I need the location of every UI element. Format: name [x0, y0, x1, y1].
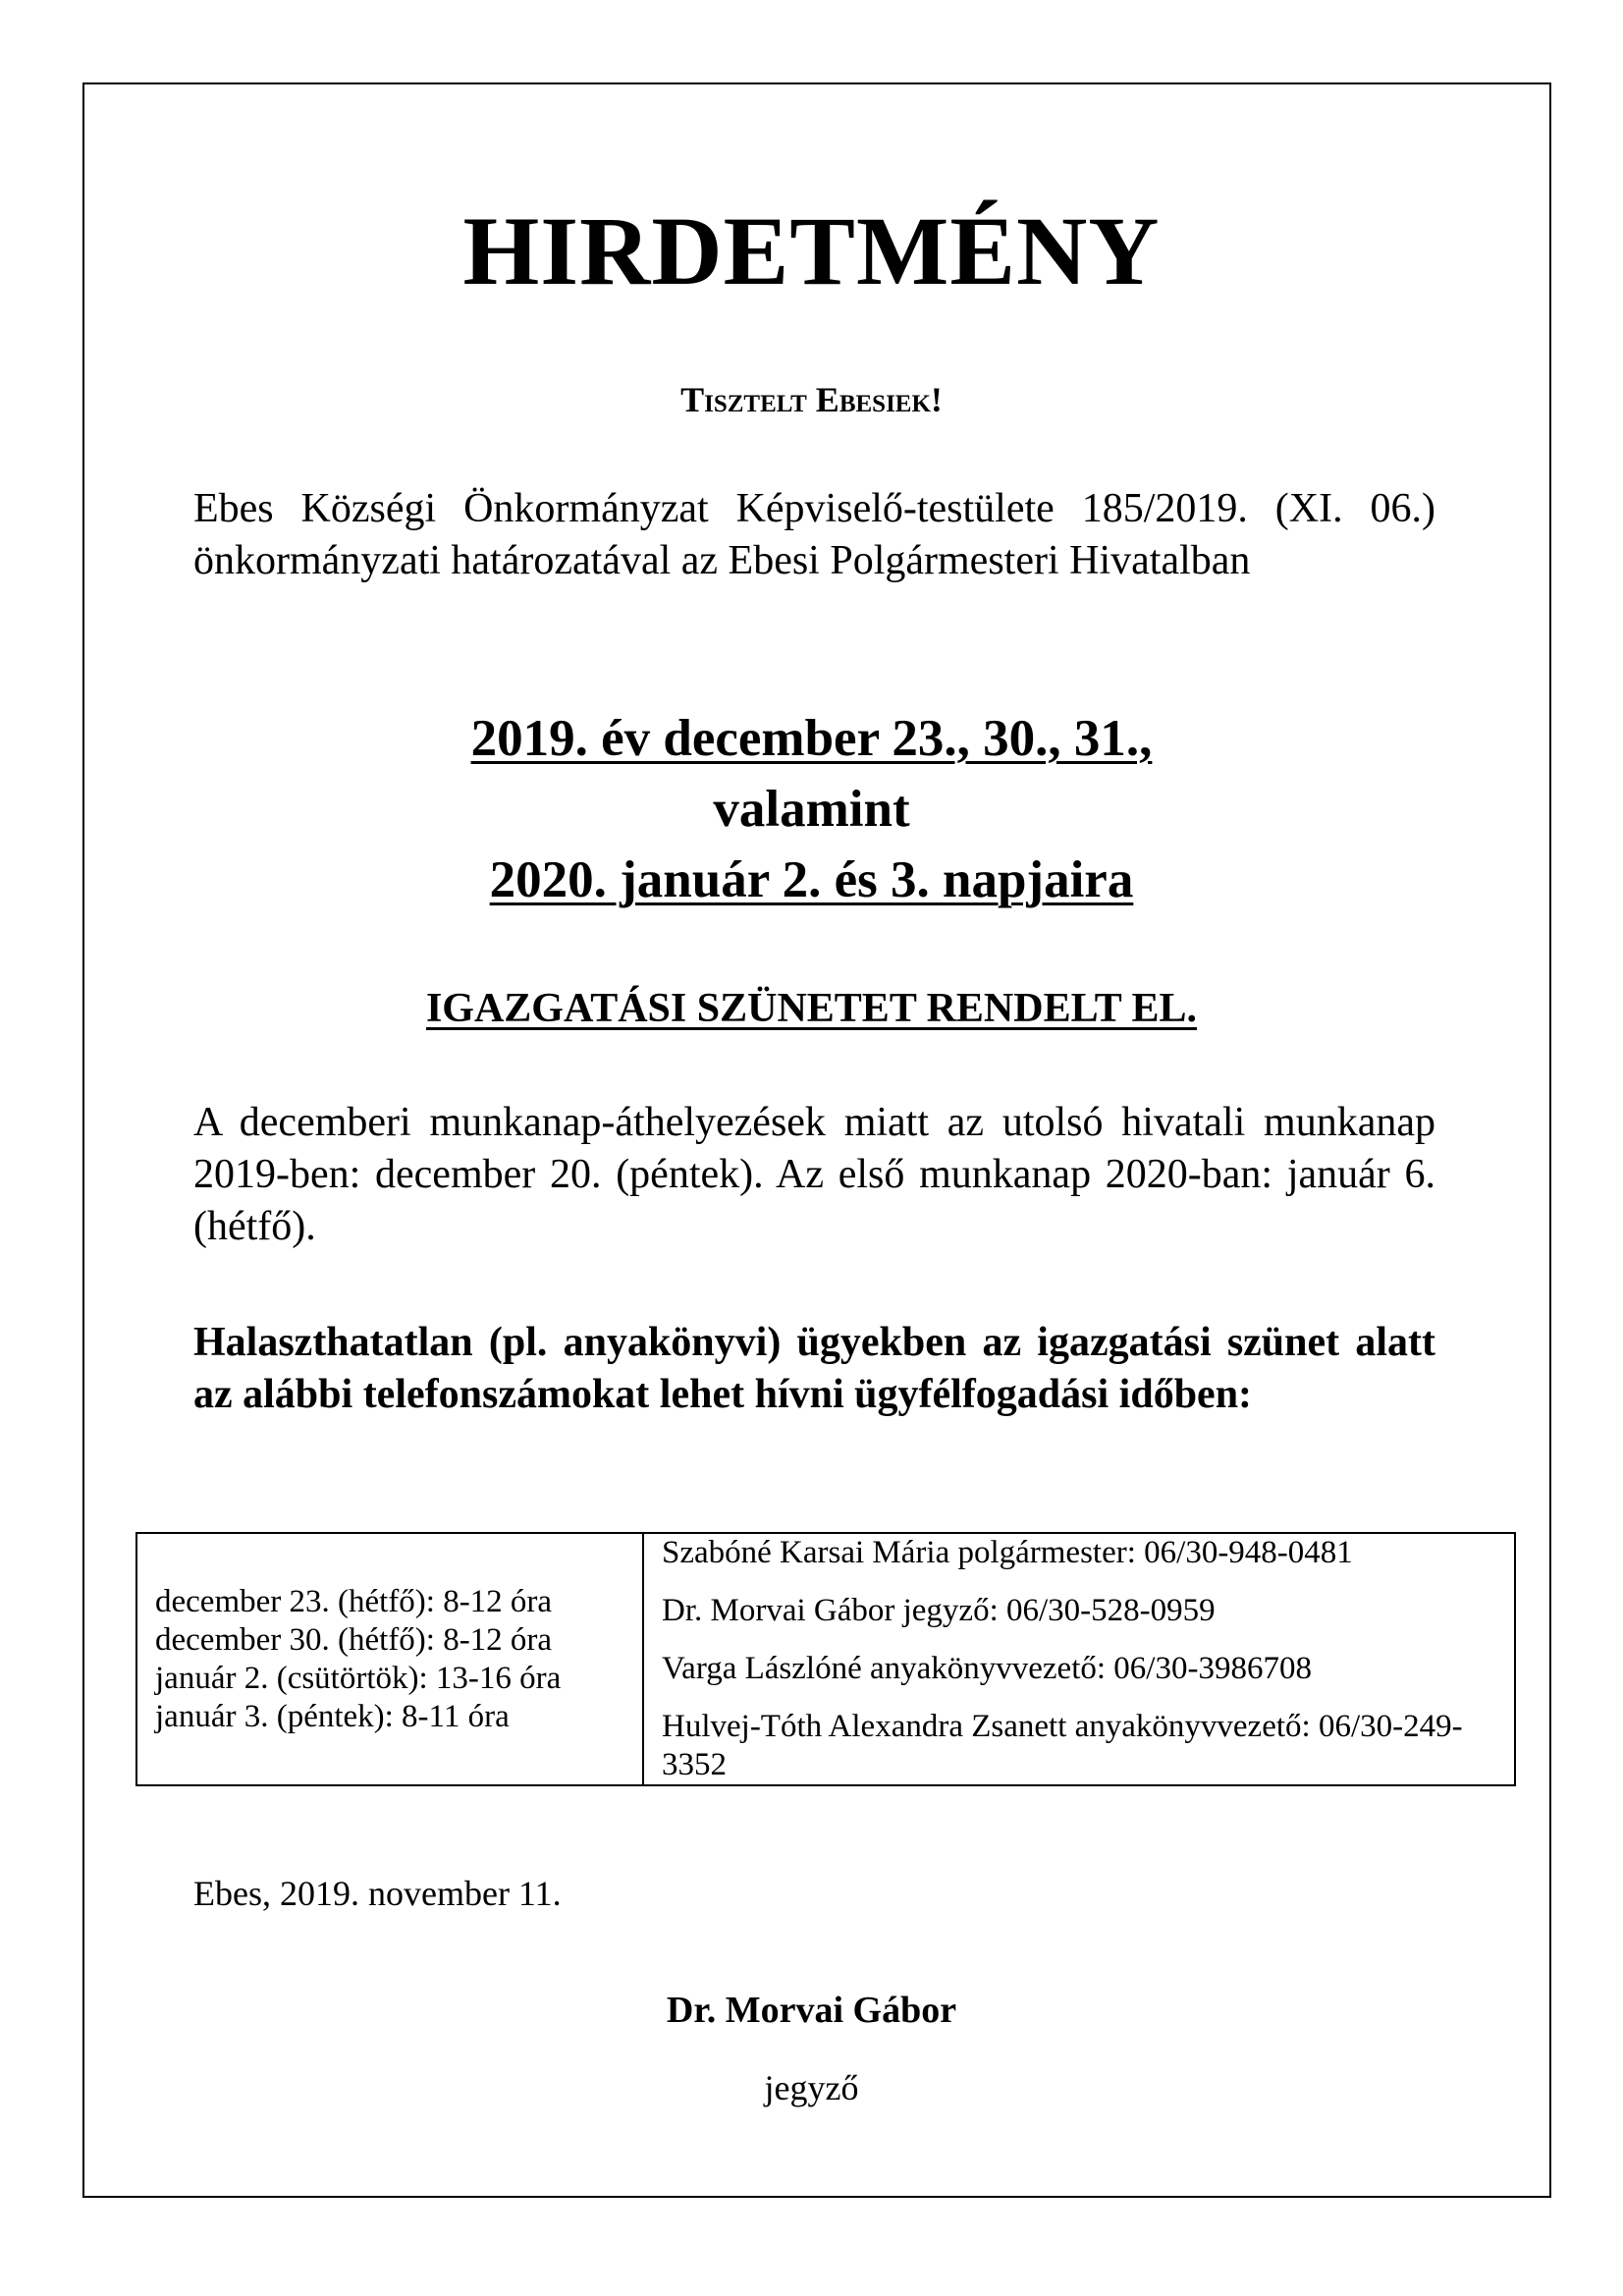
office-hours-item: december 30. (hétfő): 8-12 óra	[155, 1621, 553, 1658]
office-hours-cell	[136, 1533, 643, 1785]
office-hours-item: január 2. (csütörtök): 13-16 óra	[155, 1660, 562, 1696]
intro-paragraph: Ebes Községi Önkormányzat Képviselő-testülete 185/2019. (XI. 06.) önkormányzati határozatával az Ebesi Polgármesteri Hivatalban	[193, 486, 1435, 583]
contact-table	[135, 1532, 1516, 1786]
contact-item: Varga Lászlóné anyakönyvvezető: 06/30-3986708	[662, 1651, 1312, 1686]
closure-dates-2019: 2019. év december 23., 30., 31.,	[470, 710, 1153, 767]
contact-item: Szabóné Karsai Mária polgármester: 06/30-948-0481	[662, 1535, 1353, 1570]
place-date: Ebes, 2019. november 11.	[193, 1874, 562, 1913]
signer-role: jegyző	[764, 2068, 859, 2107]
office-hours-item: január 3. (péntek): 8-11 óra	[155, 1698, 510, 1734]
office-hours-item: december 23. (hétfő): 8-12 óra	[155, 1583, 553, 1619]
contact-item: Hulvej-Tóth Alexandra Zsanett anyakönyvvezető: 06/30-249-3352	[662, 1709, 1463, 1782]
contact-table-row	[136, 1533, 1515, 1785]
closure-dates-connector: valamint	[713, 781, 910, 838]
contacts-cell	[643, 1533, 1515, 1785]
closure-dates-2020: 2020. január 2. és 3. napjaira	[489, 851, 1134, 908]
closure-dates	[0, 703, 1623, 915]
contact-item: Dr. Morvai Gábor jegyző: 06/30-528-0959	[662, 1593, 1216, 1628]
notice-title: HIRDETMÉNY	[462, 196, 1161, 305]
workday-paragraph: A decemberi munkanap-áthelyezések miatt az utolsó hivatali munkanap 2019-ben: december 20. (péntek). Az első munkanap 2020-ban: január 6. (hétfő).	[193, 1100, 1435, 1249]
greeting: Tisztelt Ebesiek!	[680, 380, 943, 419]
closure-declaration: IGAZGATÁSI SZÜNETET RENDELT EL.	[425, 986, 1198, 1031]
urgent-paragraph: Halaszthatatlan (pl. anyakönyvi) ügyekben az igazgatási szünet alatt az alábbi telefonszámokat lehet hívni ügyfélfogadási időben:	[193, 1320, 1435, 1417]
signer-name: Dr. Morvai Gábor	[666, 1990, 957, 2031]
